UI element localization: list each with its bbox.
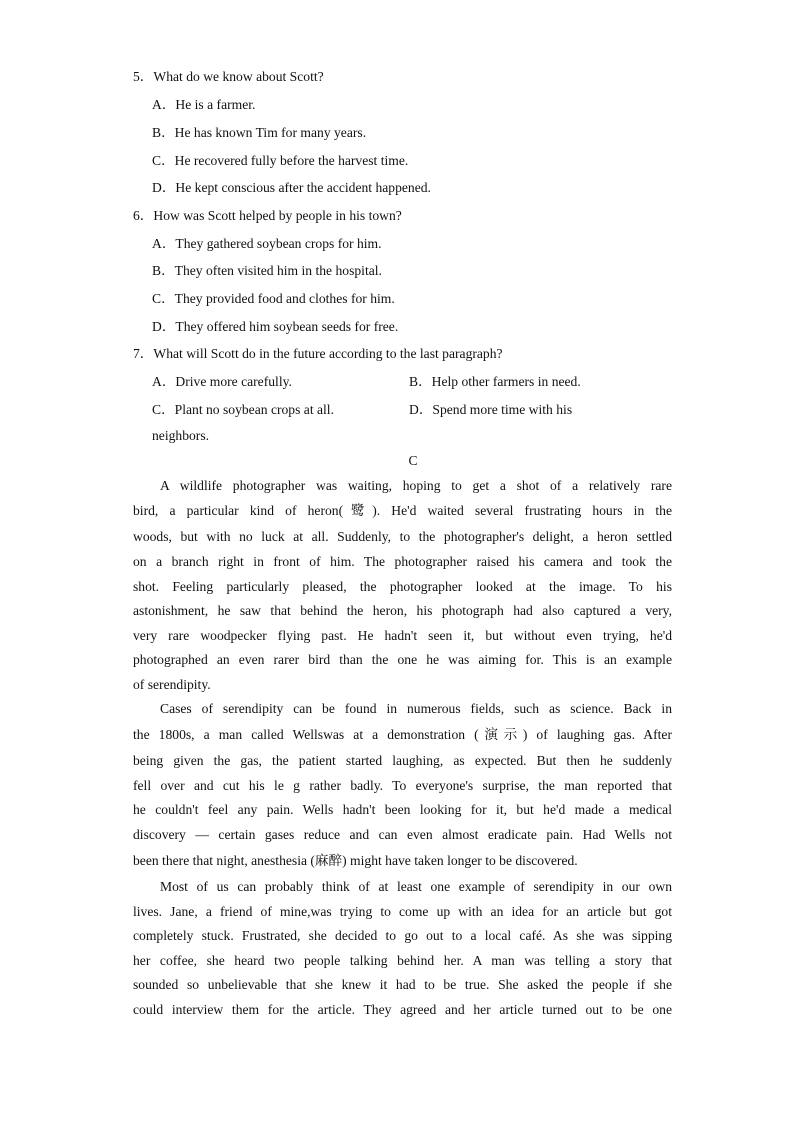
- passage-line: A wildlife photographer was waiting, hoping to get a shot of a relatively rare: [160, 478, 672, 493]
- answer-option: C．Plant no soybean crops at all.: [152, 402, 334, 417]
- answer-option: D．He kept conscious after the accident happened.: [152, 180, 431, 195]
- passage-line: Most of us can probably think of at least one example of serendipity in our own: [160, 879, 672, 894]
- passage-line: astonishment, he saw that behind the heron, his photograph had also captured a very,: [133, 603, 672, 618]
- passage-line: fell over and cut his le g rather badly. To everyone's surprise, the man reported that: [133, 778, 672, 793]
- answer-option: C．He recovered fully before the harvest time.: [152, 153, 409, 168]
- answer-option: B．They often visited him in the hospital.: [152, 263, 382, 278]
- passage-line: her coffee, she heard two people talking behind her. A man was telling a story that: [133, 953, 672, 968]
- passage-line: he couldn't feel any pain. Wells hadn't been looking for it, but he'd made a medical: [133, 802, 672, 817]
- question-stem: 5．What do we know about Scott?: [133, 69, 324, 84]
- answer-option: A．He is a farmer.: [152, 97, 256, 112]
- answer-option: C．They provided food and clothes for him.: [152, 291, 395, 306]
- passage-line: woods, but with no luck at all. Suddenly, to the photographer's delight, a heron settled: [133, 529, 672, 544]
- answer-option: B．He has known Tim for many years.: [152, 125, 367, 140]
- passage-line: been there that night, anesthesia (麻醉) might have taken longer to be discovered.: [133, 853, 578, 868]
- answer-option-continuation: neighbors.: [152, 428, 210, 443]
- passage-line: bird, a particular kind of heron(鹭). He'd waited several frustrating hours in the: [133, 503, 672, 518]
- passage-line: completely stuck. Frustrated, she decided to go out to a local café. As she was sipping: [133, 928, 672, 943]
- passage-line: of serendipity.: [133, 677, 211, 692]
- answer-option: A．Drive more carefully.: [152, 374, 292, 389]
- passage-line: very rare woodpecker flying past. He hadn't seen it, but without even trying, he'd: [133, 628, 672, 643]
- passage-line: being given the gas, the patient started laughing, as expected. But then he suddenly: [133, 753, 672, 768]
- answer-option: D．Spend more time with his: [409, 402, 573, 417]
- answer-option: D．They offered him soybean seeds for free.: [152, 319, 399, 334]
- passage-line: the 1800s, a man called Wellswas at a demonstration (演示) of laughing gas. After: [133, 727, 672, 742]
- section-heading: C: [408, 453, 418, 468]
- passage-line: discovery — certain gases reduce and can even almost eradicate pain. Had Wells not: [133, 827, 672, 842]
- passage-line: sounded so unbelievable that she knew it had to be true. She asked the people if she: [133, 977, 672, 992]
- passage-line: could interview them for the article. They agreed and her article turned out to be one: [133, 1002, 672, 1017]
- answer-option: B．Help other farmers in need.: [409, 374, 581, 389]
- question-stem: 6．How was Scott helped by people in his town?: [133, 208, 402, 223]
- answer-option: A．They gathered soybean crops for him.: [152, 236, 382, 251]
- passage-line: Cases of serendipity can be found in numerous fields, such as science. Back in: [160, 701, 672, 716]
- passage-line: lives. Jane, a friend of mine,was trying to come up with an idea for an article but got: [133, 904, 672, 919]
- question-stem: 7．What will Scott do in the future according to the last paragraph?: [133, 346, 503, 361]
- passage-line: shot. Feeling particularly pleased, the photographer looked at the image. To his: [133, 579, 672, 594]
- passage-line: photographed an even rarer bird than the one he was aiming for. This is an example: [133, 652, 672, 667]
- passage-line: on a branch right in front of him. The photographer raised his camera and took the: [133, 554, 672, 569]
